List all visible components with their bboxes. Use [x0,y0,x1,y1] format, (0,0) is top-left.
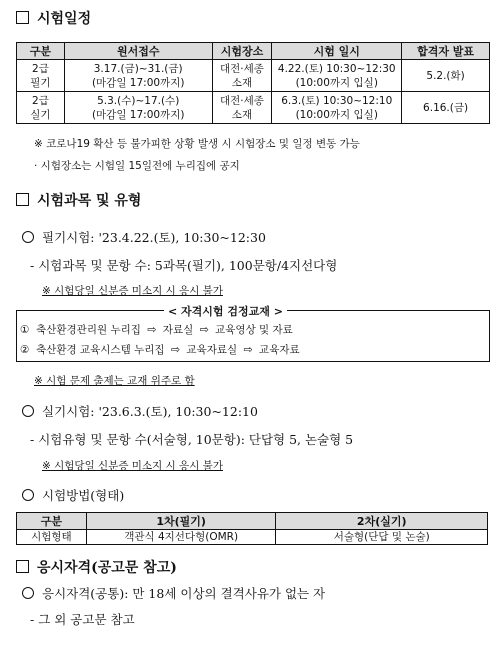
exam-material-note: ※ 시험 문제 출제는 교재 위주로 함 [34,375,195,387]
exam-method-line: 시험방법(형태) [22,486,124,504]
arrow-right-icon: ⇨ [199,323,209,336]
header-cell: 구분 [17,513,87,530]
table-cell: 객관식 4지선다형(OMR) [86,530,276,545]
hollow-circle-icon [22,587,34,599]
checkbox-square-icon [16,11,29,24]
header-cell: 시험 일시 [272,43,402,60]
cert-line-2: ② 축산환경 교육시스템 누리집 ⇨ 교육자료실 ⇨ 교육자료 [20,343,300,356]
type-cell: 2급 실기 [17,92,65,124]
header-cell: 시험장소 [212,43,272,60]
header-cell: 1차(필기) [86,513,276,530]
written-exam-detail: - 시험과목 및 문항 수: 5과목(필기), 100문항/4지선다형 [30,258,338,273]
checkbox-square-icon [16,193,29,206]
practical-exam-detail: - 시험유형 및 문항 수(서술형, 10문항): 단답형 5, 논술형 5 [30,432,354,447]
cert-line-1: ① 축산환경관리원 누리집 ⇨ 자료실 ⇨ 교육영상 및 자료 [20,323,293,336]
arrow-right-icon: ⇨ [147,323,157,336]
schedule-table [16,42,490,124]
header-cell: 원서접수 [64,43,212,60]
place-cell: 대전·세종 소재 [212,60,272,92]
section-title-eligibility: 응시자격(공고문 참고) [16,557,177,577]
header-cell: 합격자 발표 [402,43,490,60]
table-row [17,92,490,124]
written-exam-line: 필기시험: '23.4.22.(토), 10:30~12:30 [22,228,266,246]
table-row [17,530,488,545]
schedule-note-2: · 시험장소는 시험일 15일전에 누리집에 공지 [34,160,240,172]
time-cell: 4.22.(토) 10:30~12:30 (10:00까지 입실) [272,60,402,92]
result-cell: 6.16.(금) [402,92,490,124]
table-cell: 서술형(단답 및 논술) [276,530,488,545]
section-title-subjects: 시험과목 및 유형 [16,190,141,210]
eligibility-detail: - 그 외 공고문 참고 [30,612,135,627]
time-cell: 6.3.(토) 10:30~12:10 (10:00까지 입실) [272,92,402,124]
eligibility-line: 응시자격(공통): 만 18세 이상의 결격사유가 없는 자 [22,584,325,602]
table-header-row [17,43,490,60]
hollow-circle-icon [22,231,34,243]
written-exam-note: ※ 시험당일 신분증 미소지 시 응시 불가 [42,285,223,297]
table-header-row [17,513,488,530]
practical-exam-line: 실기시험: '23.6.3.(토), 10:30~12:10 [22,402,258,420]
header-cell: 구분 [17,43,65,60]
apply-cell: 5.3.(수)~17.(수) (마감일 17:00까지) [64,92,212,124]
place-cell: 대전·세종 소재 [212,92,272,124]
section-title-schedule: 시험일정 [16,8,91,28]
result-cell: 5.2.(화) [402,60,490,92]
table-row [17,60,490,92]
method-table [16,512,488,545]
apply-cell: 3.17.(금)~31.(금) (마감일 17:00까지) [64,60,212,92]
checkbox-square-icon [16,560,29,573]
type-cell: 2급 필기 [17,60,65,92]
cert-textbook-title: < 자격시험 검정교재 > [164,303,287,319]
practical-exam-note: ※ 시험당일 신분증 미소지 시 응시 불가 [42,460,223,472]
arrow-right-icon: ⇨ [243,343,253,356]
table-cell: 시험형태 [17,530,87,545]
arrow-right-icon: ⇨ [170,343,181,356]
schedule-note-1: ※ 코로나19 확산 등 불가피한 상황 발생 시 시험장소 및 일정 변동 가능 [34,138,360,150]
hollow-circle-icon [22,405,34,417]
hollow-circle-icon [22,489,34,501]
header-cell: 2차(실기) [276,513,488,530]
